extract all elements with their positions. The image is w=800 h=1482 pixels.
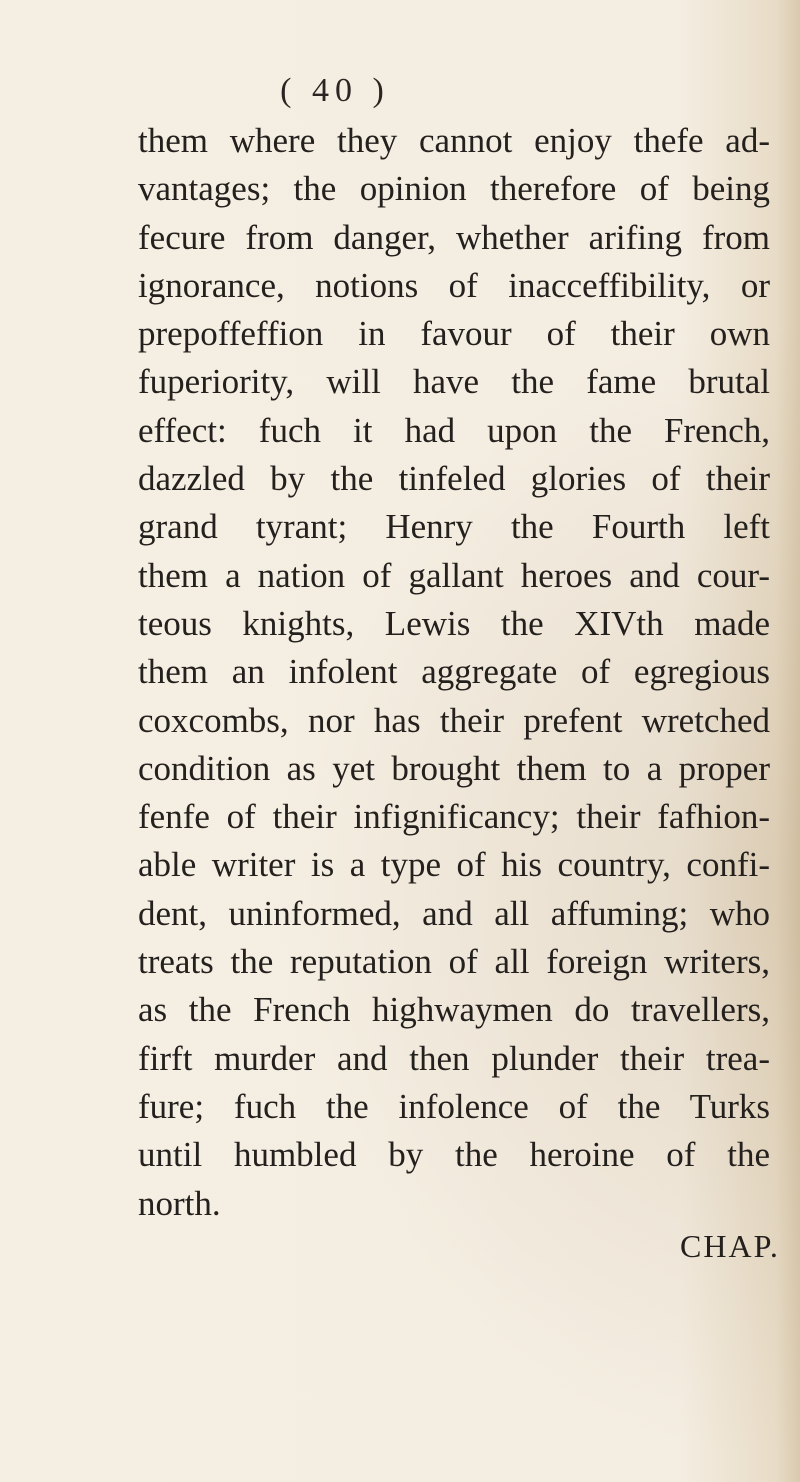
text-line: as the French highwaymen do travellers, (138, 990, 770, 1030)
text-line: them an infolent aggregate of egregious (138, 652, 770, 692)
text-line: firft murder and then plunder their trea- (138, 1038, 770, 1078)
text-line: fenfe of their infignificancy; their fafhion- (138, 797, 770, 837)
text-line: dazzled by the tinfeled glories of their (138, 459, 770, 499)
text-line: vantages; the opinion therefore of being (138, 169, 770, 209)
text-line: ignorance, notions of inacceffibility, or (138, 265, 770, 305)
text-line: them a nation of gallant heroes and cour- (138, 555, 770, 595)
text-line: coxcombs, nor has their prefent wretched (138, 700, 770, 740)
text-line: treats the reputation of all foreign writers, (138, 942, 770, 982)
text-line: fecure from danger, whether arifing from (138, 217, 770, 257)
text-line: teous knights, Lewis the XIVth made (138, 603, 770, 643)
text-line: dent, uninformed, and all affuming; who (138, 893, 770, 933)
text-line: north. (138, 1183, 221, 1223)
text-line: until humbled by the heroine of the (138, 1135, 770, 1175)
text-line: fure; fuch the infolence of the Turks (138, 1086, 770, 1126)
text-line: condition as yet brought them to a proper (138, 748, 770, 788)
body-text (138, 117, 770, 1228)
text-line: grand tyrant; Henry the Fourth left (138, 507, 770, 547)
text-line: able writer is a type of his country, confi- (138, 845, 770, 885)
page-number: ( 40 ) (280, 72, 390, 109)
text-line: them where they cannot enjoy thefe ad- (138, 121, 770, 160)
text-line: effect: fuch it had upon the French, (138, 410, 770, 450)
text-line: fuperiority, will have the fame brutal (138, 362, 770, 402)
text-line: prepoffeffion in favour of their own (138, 314, 770, 354)
catchword: CHAP. (680, 1228, 780, 1264)
